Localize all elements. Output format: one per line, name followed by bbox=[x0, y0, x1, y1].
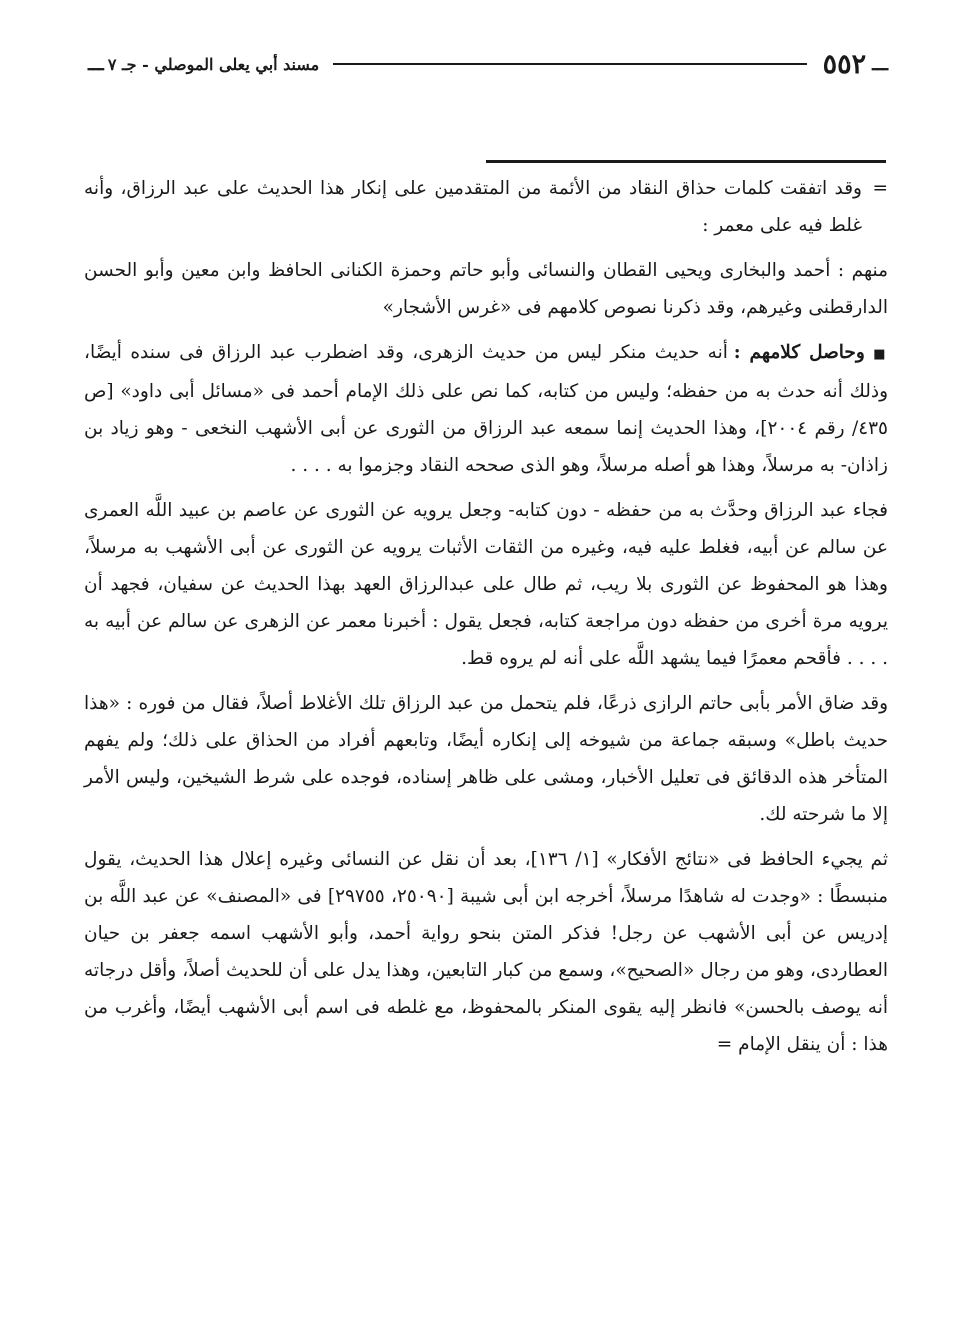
footnote-paragraph-4 bbox=[84, 492, 888, 677]
footnote-paragraph-3 bbox=[84, 334, 888, 484]
footnote-separator bbox=[486, 160, 886, 163]
header-rule bbox=[333, 63, 806, 65]
paragraph-text: وقد اتفقت كلمات حذاق النقاد من الأئمة من المتقدمين على إنكار هذا الحديث على عبد الرزاق، وأنه غلط فيه على معمر : bbox=[84, 178, 862, 236]
continuation-marker-end: = bbox=[716, 1034, 733, 1055]
footnote-body bbox=[84, 170, 888, 1071]
footnote-paragraph-6 bbox=[84, 841, 888, 1063]
paragraph-text: منهم : أحمد والبخارى ويحيى القطان والنسائى وأبو حاتم وحمزة الكنانى الحافظ وابن معين وأبو الحسن الدارقطنى وغيرهم، وقد ذكرنا نصوص كلامهم فى «غرس الأشجار» bbox=[84, 260, 888, 318]
continuation-marker-start: = bbox=[872, 178, 888, 199]
running-header bbox=[88, 40, 888, 88]
page-number: ٥٥٢ bbox=[822, 48, 867, 80]
footnote-paragraph-1 bbox=[84, 170, 888, 244]
header-dash-trail: ـــ bbox=[88, 53, 104, 75]
paragraph-text: ثم يجيء الحافظ فى «نتائج الأفكار» [١/ ١٣٦]، بعد أن نقل عن النسائى وغيره إعلال هذا الحديث، يقول منبسطًا : «وجدت له شاهدًا مرسلاً، أخرجه ابن أبى شيبة [٢٥٠٩٠، ٢٩٧٥٥] فى «المصنف» عن عبد اللَّه بن إدريس عن أبى الأشهب عن رجل! فذكر المتن بنحو رواية أحمد، وأبو الأشهب اسمه جعفر بن حيان العطاردى، وهو من رجال «الصحيح»، وسمع من كبار التابعين، وهذا يدل على أن للحديث أصلاً، وأقل درجاته أنه يوصف بالحسن» فانظر إليه يقوى المنكر بالمحفوظ، مع غلطه فى اسم أبى الأشهب أيضًا، وأغرب من هذا : أن ينقل الإمام bbox=[84, 849, 888, 1055]
section-marker: ■ bbox=[873, 347, 888, 362]
paragraph-text: أنه حديث منكر ليس من حديث الزهرى، وقد اضطرب عبد الرزاق فى سنده أيضًا، وذلك أنه حدث به من حفظه؛ وليس من كتابه، كما نص على ذلك الإمام أحمد فى «مسائل أبى داود» [ص ٤٣٥/ رقم ٢٠٠٤]، وهذا الحديث إنما سمعه عبد الرزاق من الثورى عن أبى الأشهب النخعى - وهو زياد بن زاذان- به مرسلاً، وهذا هو أصله مرسلاً، وهو الذى صححه النقاد وجزموا به . . . . bbox=[84, 342, 888, 476]
running-title: مسند أبي يعلى الموصلي - جـ ٧ bbox=[107, 54, 320, 74]
footnote-paragraph-5 bbox=[84, 685, 888, 833]
header-dash-lead: ـــ bbox=[872, 53, 888, 75]
paragraph-text: فجاء عبد الرزاق وحدَّث به من حفظه - دون كتابه- وجعل يرويه عن الثورى عن عاصم بن عبيد اللَّه العمرى عن سالم عن أبيه، فغلط عليه فيه، وغيره من الثقات الأثبات يرويه عن الثورى عن أبى الأشهب به مرسلاً، وهذا هو المحفوظ عن الثورى بلا ريب، ثم طال على عبدالرزاق العهد بهذا الحديث عن سفيان، فجهد أن يرويه مرة أخرى من حفظه دون مراجعة كتابه، فجعل يقول : أخبرنا معمر عن الزهرى عن سالم عن أبيه به . . . . فأقحم معمرًا فيما يشهد اللَّه على أنه لم يروه قط. bbox=[84, 500, 888, 669]
footnote-paragraph-2 bbox=[84, 252, 888, 326]
paragraph-text: وقد ضاق الأمر بأبى حاتم الرازى ذرعًا، فلم يتحمل من عبد الرزاق تلك الأغلاط أصلاً، فقال من فوره : «هذا حديث باطل» وسبقه جماعة من شيوخه إلى إنكاره أيضًا، وتابعهم أفراد من الحذاق على ذلك؛ ولم يفهم المتأخر هذه الدقائق فى تعليل الأخبار، ومشى على ظاهر إسناده، فوجده على شرط الشيخين، وليس الأمر إلا ما شرحته لك. bbox=[84, 693, 888, 825]
paragraph-lead: وحاصل كلامهم : bbox=[733, 342, 865, 363]
